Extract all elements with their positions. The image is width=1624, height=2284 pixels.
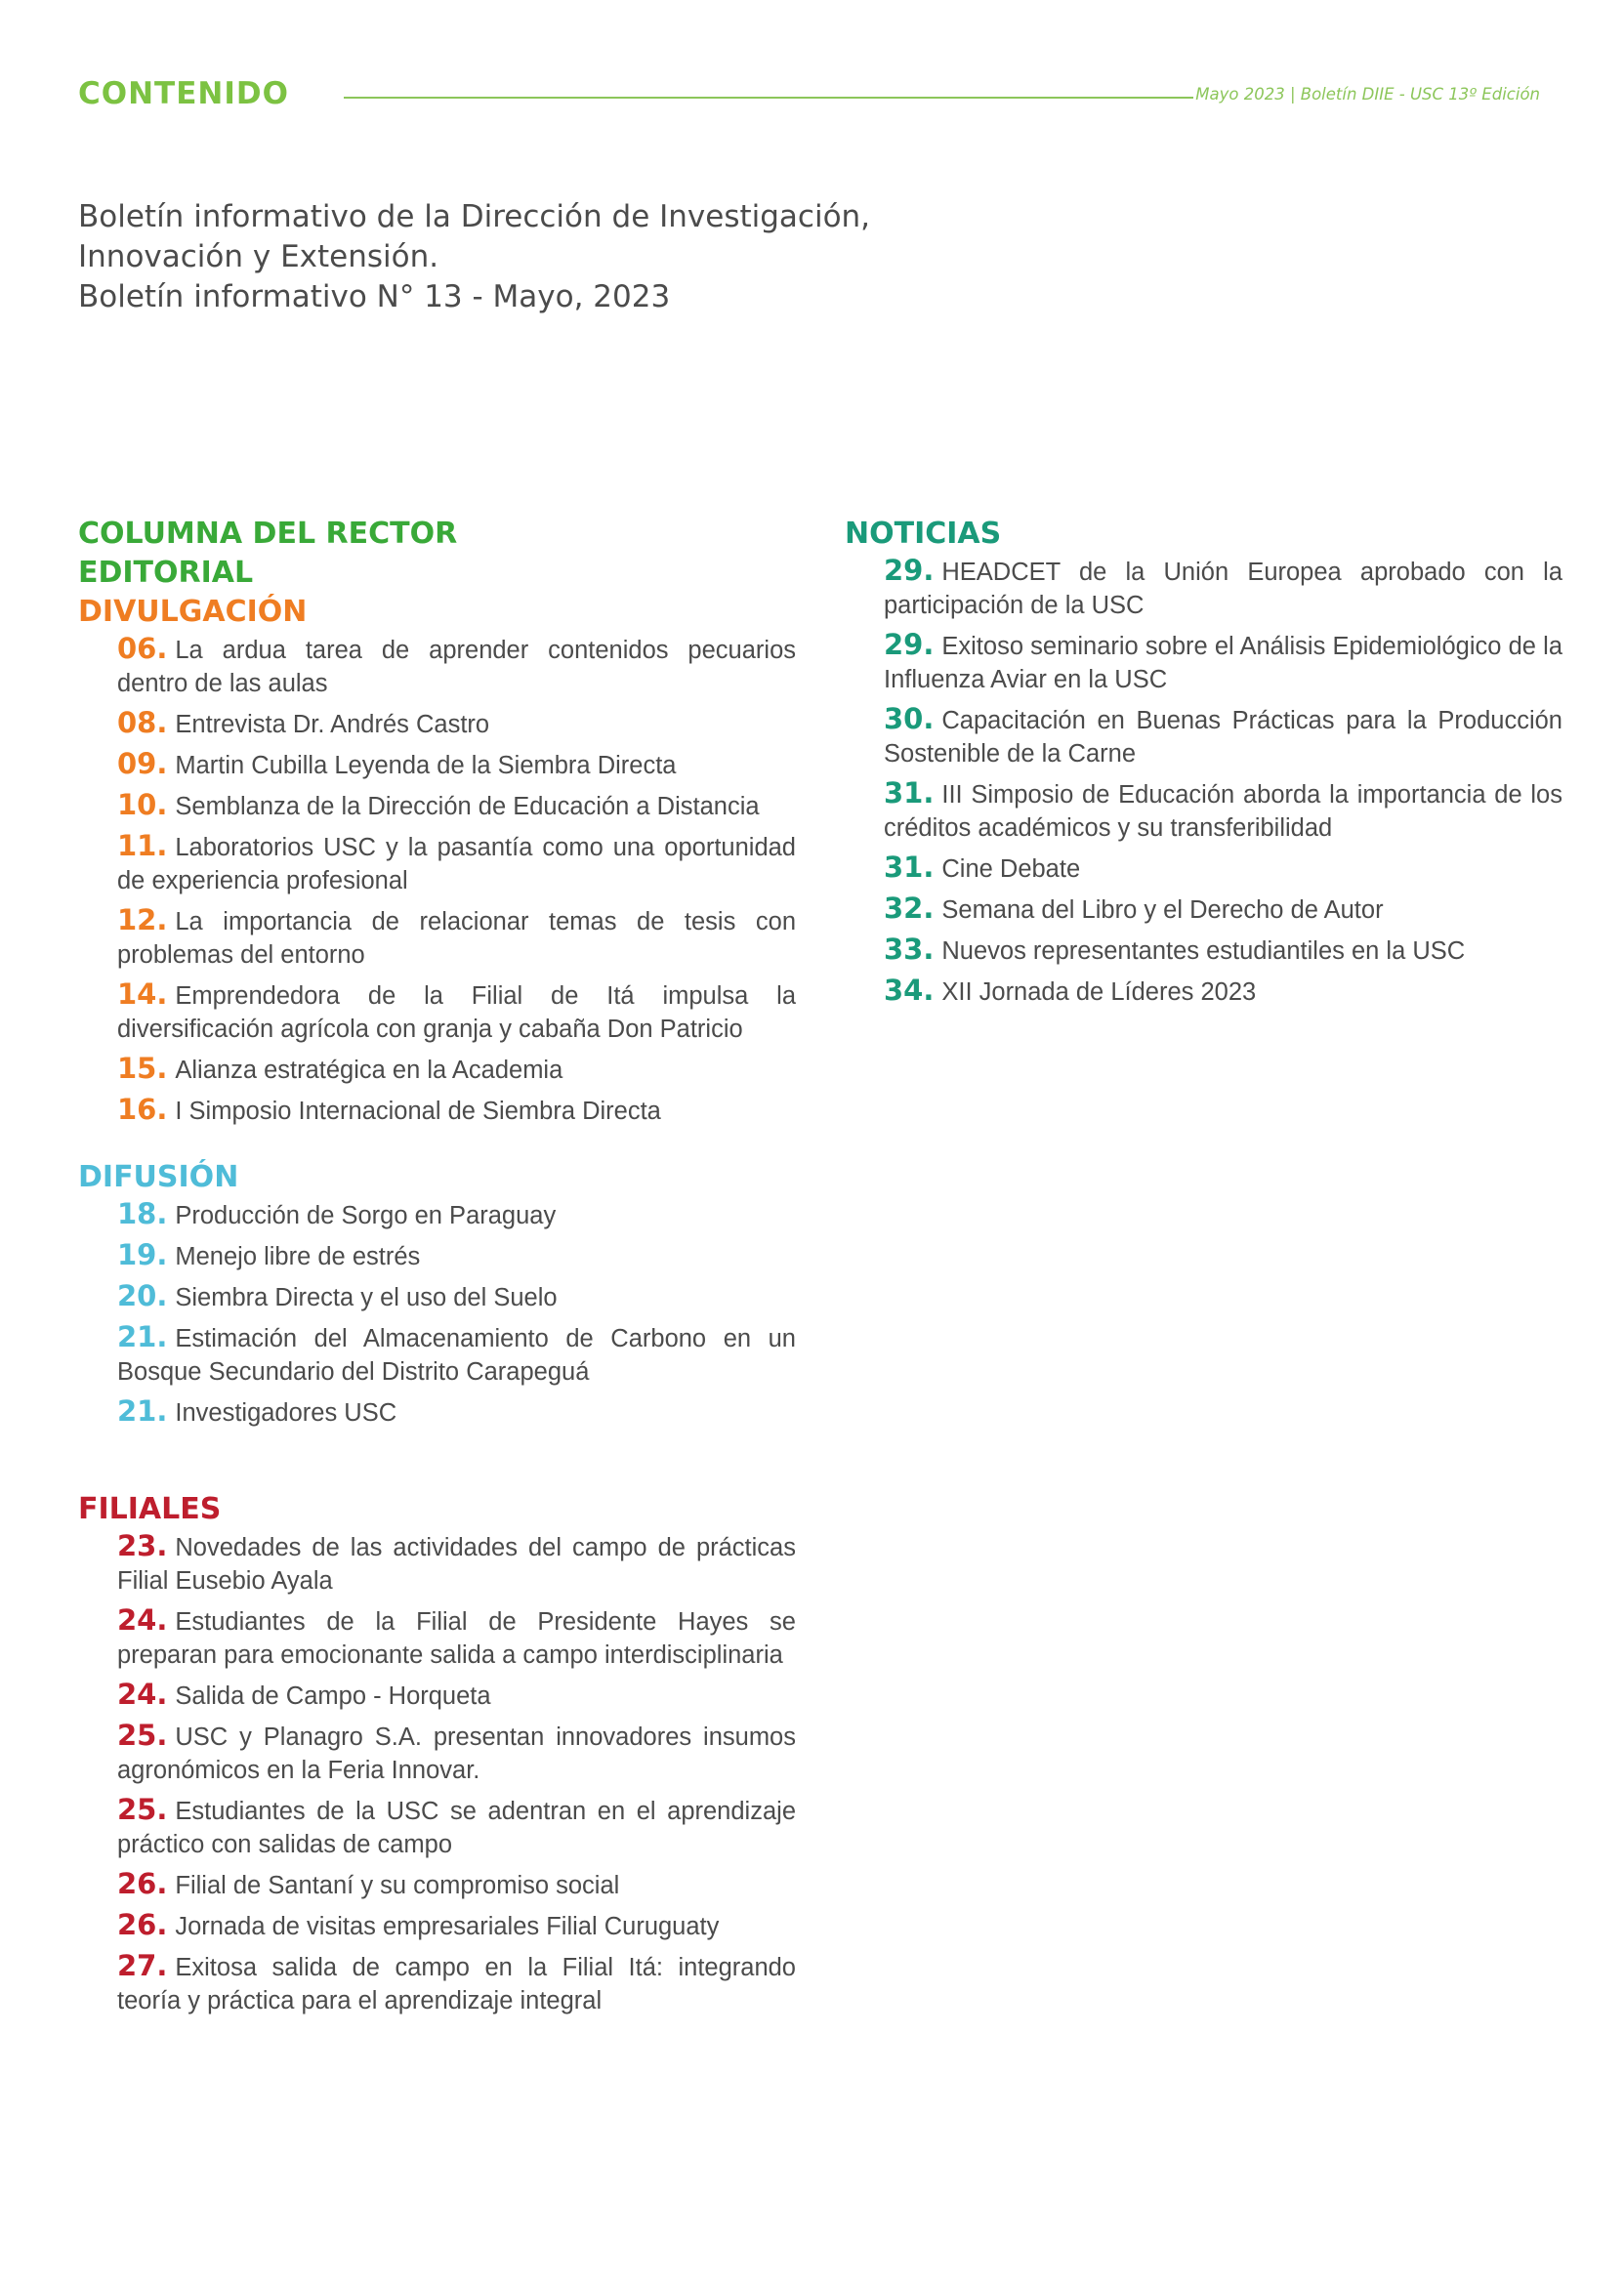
entry-title: Martin Cubilla Leyenda de la Siembra Directa: [175, 752, 677, 779]
section-title-divulgacion: DIVULGACIÓN: [78, 595, 308, 629]
page-number: 11.: [117, 829, 168, 862]
entry-title: I Simposio Internacional de Siembra Directa: [175, 1098, 661, 1125]
intro-line: Innovación y Extensión.: [78, 239, 439, 274]
toc-filiales: [78, 1490, 796, 2023]
toc-entry[interactable]: [117, 632, 796, 700]
page-number: 24.: [117, 1678, 168, 1711]
toc-entry[interactable]: [117, 788, 796, 823]
entry-title: Menejo libre de estrés: [175, 1243, 421, 1270]
page-number: 18.: [117, 1197, 168, 1230]
page-number: 26.: [117, 1908, 168, 1941]
toc-entry[interactable]: [884, 851, 1562, 886]
section-title-editorial[interactable]: EDITORIAL: [78, 556, 254, 590]
divulgacion-list: [117, 632, 796, 1128]
entry-title: Nuevos representantes estudiantiles en la USC: [941, 937, 1466, 965]
toc-left-top: [78, 515, 796, 1134]
page-number: 14.: [117, 977, 168, 1011]
toc-entry[interactable]: [884, 776, 1562, 845]
toc-noticias: [845, 515, 1562, 1015]
page-number: 29.: [884, 554, 935, 587]
difusion-list: [117, 1197, 796, 1430]
header-divider: [344, 97, 1193, 99]
page-number: 08.: [117, 706, 168, 739]
page-number: 12.: [117, 903, 168, 936]
entry-title: Alianza estratégica en la Academia: [175, 1057, 563, 1084]
issue-info: Mayo 2023 | Boletín DIIE - USC 13º Edición: [1195, 85, 1540, 104]
toc-entry[interactable]: [117, 1052, 796, 1087]
toc-entry[interactable]: [117, 1394, 796, 1430]
toc-entry[interactable]: [117, 1949, 796, 2017]
entry-title: Producción de Sorgo en Paraguay: [175, 1202, 557, 1229]
entry-title: III Simposio de Educación aborda la importancia de los créditos académicos y su transferibilidad: [884, 781, 1562, 842]
page-number: 21.: [117, 1320, 168, 1353]
toc-entry[interactable]: [117, 1093, 796, 1128]
toc-entry[interactable]: [117, 1867, 796, 1902]
entry-title: Siembra Directa y el uso del Suelo: [175, 1284, 558, 1311]
entry-title: Semana del Libro y el Derecho de Autor: [941, 896, 1384, 924]
page-number: 31.: [884, 851, 935, 884]
page-number: 31.: [884, 776, 935, 810]
page-number: 27.: [117, 1949, 168, 1982]
entry-title: Laboratorios USC y la pasantía como una oportunidad de experiencia profesional: [117, 834, 796, 894]
page-number: 33.: [884, 933, 935, 966]
page-number: 09.: [117, 747, 168, 780]
entry-title: Entrevista Dr. Andrés Castro: [175, 711, 490, 738]
toc-entry[interactable]: [117, 1279, 796, 1314]
toc-entry[interactable]: [117, 977, 796, 1046]
page-number: 24.: [117, 1603, 168, 1637]
page-number: 29.: [884, 628, 935, 661]
entry-title: HEADCET de la Unión Europea aprobado con la participación de la USC: [884, 559, 1562, 619]
toc-entry[interactable]: [884, 974, 1562, 1009]
page-number: 32.: [884, 892, 935, 925]
toc-entry[interactable]: [884, 628, 1562, 696]
entry-title: Emprendedora de la Filial de Itá impulsa la diversificación agrícola con granja y cabaña Don Patricio: [117, 982, 796, 1043]
entry-title: Salida de Campo - Horqueta: [175, 1682, 491, 1710]
section-title-difusion: DIFUSIÓN: [78, 1160, 239, 1194]
intro-line: Boletín informativo de la Dirección de Investigación,: [78, 199, 871, 234]
entry-title: Exitosa salida de campo en la Filial Itá: integrando teoría y práctica para el aprendizaje integral: [117, 1954, 796, 2014]
toc-entry[interactable]: [117, 706, 796, 741]
page-number: 23.: [117, 1529, 168, 1562]
entry-title: USC y Planagro S.A. presentan innovadores insumos agronómicos en la Feria Innovar.: [117, 1723, 796, 1784]
toc-entry[interactable]: [117, 829, 796, 897]
toc-entry[interactable]: [117, 1238, 796, 1273]
toc-entry[interactable]: [117, 1320, 796, 1389]
entry-title: Estudiantes de la Filial de Presidente Hayes se preparan para emocionante salida a campo interdisciplinaria: [117, 1608, 796, 1669]
entry-title: Exitoso seminario sobre el Análisis Epidemiológico de la Influenza Aviar en la USC: [884, 633, 1562, 693]
page-number: 10.: [117, 788, 168, 821]
toc-entry[interactable]: [884, 554, 1562, 622]
toc-entry[interactable]: [117, 903, 796, 972]
section-title-columna[interactable]: COLUMNA DEL RECTOR: [78, 517, 458, 551]
toc-entry[interactable]: [117, 1793, 796, 1861]
entry-title: XII Jornada de Líderes 2023: [941, 978, 1257, 1006]
toc-entry[interactable]: [884, 702, 1562, 770]
page-number: 25.: [117, 1719, 168, 1752]
toc-entry[interactable]: [884, 892, 1562, 927]
page-number: 15.: [117, 1052, 168, 1085]
entry-title: La ardua tarea de aprender contenidos pecuarios dentro de las aulas: [117, 637, 796, 697]
entry-title: Estudiantes de la USC se adentran en el aprendizaje práctico con salidas de campo: [117, 1798, 796, 1858]
page-number: 21.: [117, 1394, 168, 1428]
toc-entry[interactable]: [117, 1719, 796, 1787]
page-number: 34.: [884, 974, 935, 1007]
entry-title: Semblanza de la Dirección de Educación a Distancia: [175, 793, 760, 820]
filiales-list: [117, 1529, 796, 2017]
noticias-list: [884, 554, 1562, 1009]
page-title: CONTENIDO: [78, 76, 289, 111]
toc-entry[interactable]: [117, 747, 796, 782]
toc-entry[interactable]: [117, 1603, 796, 1672]
entry-title: Cine Debate: [941, 855, 1081, 883]
entry-title: La importancia de relacionar temas de tesis con problemas del entorno: [117, 908, 796, 969]
intro-block: [78, 197, 871, 317]
page-number: 26.: [117, 1867, 168, 1900]
toc-difusion: [78, 1158, 796, 1435]
entry-title: Estimación del Almacenamiento de Carbono en un Bosque Secundario del Distrito Carapeguá: [117, 1325, 796, 1386]
toc-entry[interactable]: [884, 933, 1562, 968]
entry-title: Investigadores USC: [175, 1399, 397, 1427]
page-number: 16.: [117, 1093, 168, 1126]
page-number: 30.: [884, 702, 935, 735]
page-number: 19.: [117, 1238, 168, 1271]
toc-entry[interactable]: [117, 1529, 796, 1598]
section-title-filiales: FILIALES: [78, 1492, 222, 1526]
entry-title: Novedades de las actividades del campo de prácticas Filial Eusebio Ayala: [117, 1534, 796, 1595]
page-number: 25.: [117, 1793, 168, 1826]
page-number: 20.: [117, 1279, 168, 1312]
entry-title: Capacitación en Buenas Prácticas para la Producción Sostenible de la Carne: [884, 707, 1562, 768]
toc-entry[interactable]: [117, 1678, 796, 1713]
entry-title: Jornada de visitas empresariales Filial Curuguaty: [175, 1913, 720, 1940]
toc-entry[interactable]: [117, 1908, 796, 1943]
entry-title: Filial de Santaní y su compromiso social: [175, 1872, 620, 1899]
intro-line: Boletín informativo N° 13 - Mayo, 2023: [78, 279, 671, 314]
toc-entry[interactable]: [117, 1197, 796, 1232]
page-number: 06.: [117, 632, 168, 665]
section-title-noticias: NOTICIAS: [845, 517, 1002, 551]
